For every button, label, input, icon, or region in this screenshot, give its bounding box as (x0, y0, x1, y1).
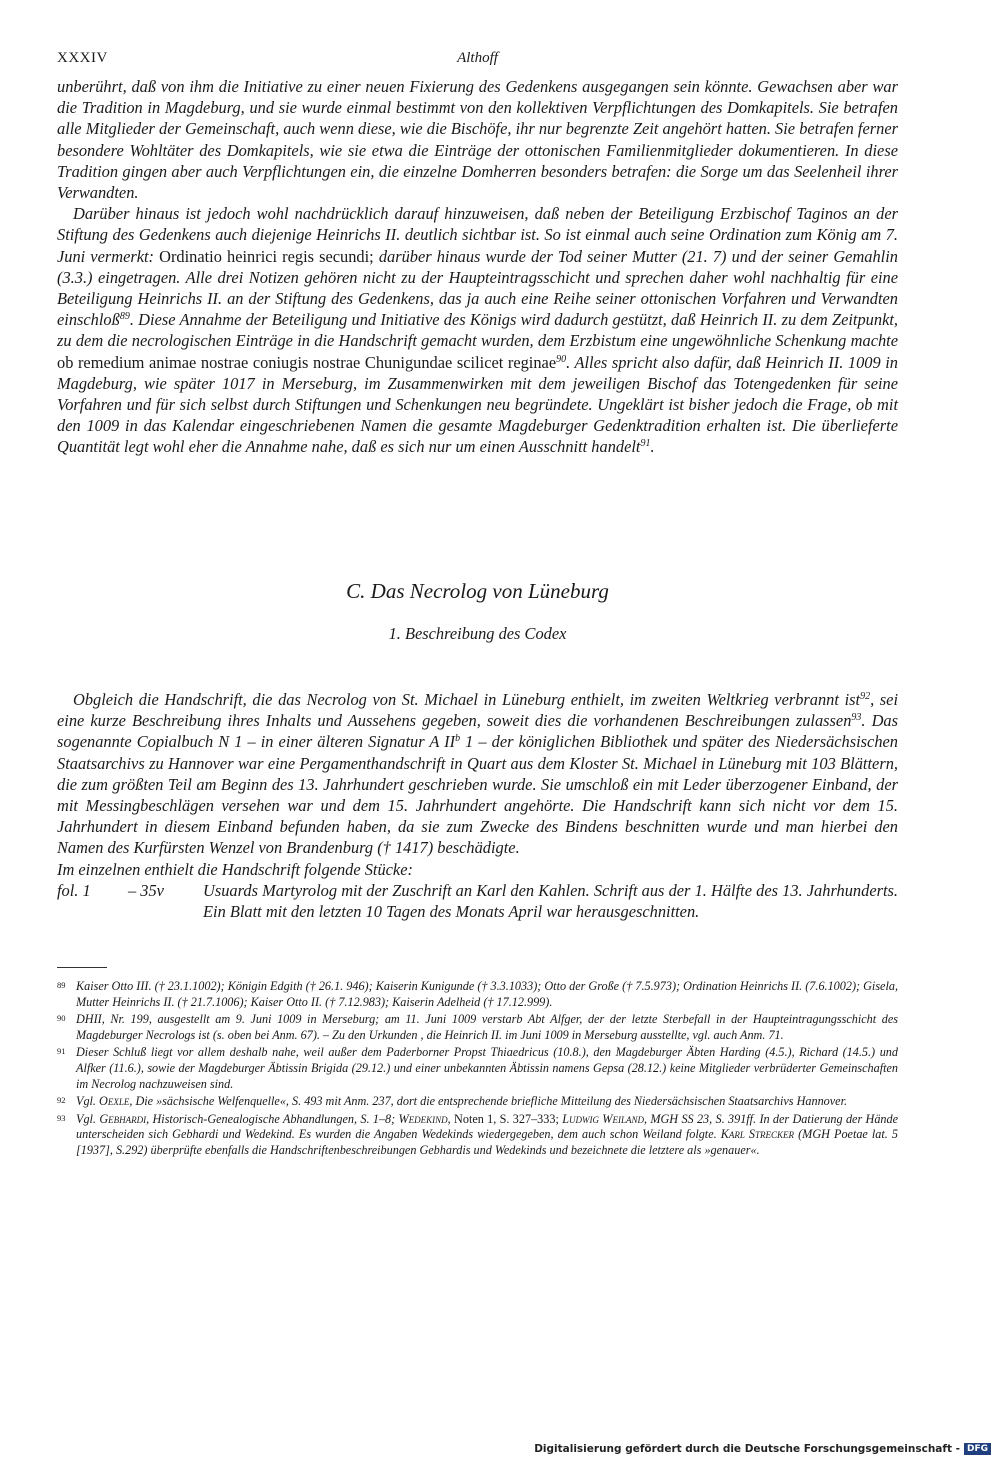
footnote-90 (57, 1012, 898, 1043)
text-run: . (650, 437, 655, 457)
latin-quote: Ordinatio heinrici regis secundi; (159, 246, 374, 266)
footnote-number: 92 (57, 1095, 66, 1106)
footnote-divider (57, 967, 107, 968)
footnote-number: 93 (57, 1112, 66, 1123)
footnote-text: Dieser Schluß liegt vor allem deshalb nahe, weil außer dem Paderborner Propst Thiaedricus (10.8.), den Magdeburger Äbten Harding (4.5.), Richard (14.5.) und Alfker (11.6.), sowie der Magdeburger Äbtissin Brigida (29.12.) und einer unbekannten Äbtissin namens Gepsa (28.12.) keine Mitglieder verbrüderter Gemeinschaften im Necrolog nachzuweisen sind. (76, 1045, 898, 1091)
latin-quote: ob remedium animae nostrae coniugis nostrae Chunigundae scilicet reginae (57, 352, 557, 372)
main-text (57, 76, 898, 458)
running-header (57, 50, 898, 70)
codex-description (57, 689, 898, 924)
footnote-ref[interactable]: 91 (640, 438, 651, 450)
footnote-91 (57, 1045, 898, 1092)
footnote-text: Vgl. (76, 1111, 96, 1126)
text-run: darüber hinaus wurde der Tod seiner Mutter (21. 7) und der seiner Gemahlin (3.3.) eingetragen. Alle drei Notizen gehören nicht zu der Haupteintragsschicht und sprechen daher wohl nachhaltig für eine Beteiligung Heinrichs II. an der Stiftung des Gedenkens, das ja auch eine Reihe seiner ottonischen Vorfahren und Verwandten einschloß (57, 246, 898, 330)
author-name: Ludwig Weiland (562, 1111, 644, 1126)
footnote-text: Kaiser Otto III. († 23.1.1002); Königin Edgith († 26.1. 946); Kaiserin Kunigunde († 3.3.1033); Otto der Große († 7.5.973); Ordination Heinrichs II. (7.6.1002); Gisela, Mutter Heinrichs II. († 21.7.1006); Kaiser Otto II. († 7.12.983); Kaiserin Adelheid († 17.12.999). (76, 979, 898, 1009)
running-title: Althoff (457, 50, 498, 66)
footnote-text: DHII, Nr. 199, ausgestellt am 9. Juni 1009 in Merseburg; am 11. Juni 1009 verstarb Abt Alfger, der der letzte Sterbefall in der Haupteintragungsschicht des Magdeburger Necrologs ist (s. oben bei Anm. 67). – Zu den Urkunden , die Heinrich II. im Juni 1009 in Merseburg ausstellte, vgl. auch Anm. 71. (76, 1012, 898, 1042)
footnote-number: 91 (57, 1046, 66, 1057)
text-run: Obgleich die Handschrift, die das Necrolog von St. Michael in Lüneburg enthielt, im zweiten Weltkrieg verbrannt ist (73, 690, 861, 709)
author-name: Oexle (99, 1094, 130, 1109)
footnote-text: , Noten 1, S. 327–333; (447, 1111, 559, 1126)
footnote-text: Vgl. (76, 1094, 96, 1109)
footnote-text: (MGH Poetae lat. 5 [1937], S.292) überprüfte ebenfalls die Handschriftenbeschreibungen Gebhardis und Wedekinds und bezeichnete die letztere als »genauer«. (76, 1127, 898, 1157)
footnotes (57, 979, 898, 1161)
text-run: . Das sogenannte Copialbuch N 1 – in einer älteren Signatur A II (57, 711, 898, 752)
text-run: . Diese Annahme der Beteiligung und Initiative des Königs wird dadurch gestützt, daß Heinrich II. zu dem Zeitpunkt, zu dem die necrologischen Einträge in die Handschrift gemacht wurden, dem Erzbistum eine ungewöhnliche Schenkung machte (57, 310, 898, 351)
footnote-ref[interactable]: 92 (860, 691, 871, 702)
footnote-number: 89 (57, 980, 66, 990)
text-run: , sei eine kurze Beschreibung ihres Inhalts und Aussehens gegeben, soweit dies die vorhandenen Beschreibungen zulassen (57, 690, 898, 731)
footer-text: Digitalisierung gefördert durch die Deutsche Forschungsgemeinschaft - (534, 1443, 960, 1455)
superscript-letter: b (455, 733, 461, 745)
folio-description: Usuards Martyrolog mit der Zuschrift an Karl den Kahlen. Schrift aus der 1. Hälfte des 13. Jahrhunderts. Ein Blatt mit den letzten 10 Tagen des Monats April war herausgeschnitten. (203, 880, 898, 922)
page-number: XXXIV (57, 50, 108, 66)
text-run: 1 – der königlichen Bibliothek und später des Niedersächsischen Staatsarchivs zu Hannover war eine Pergamenthandschrift in Quart aus dem Kloster St. Michael in Lüneburg mit 103 Blättern, die zum größten Teil am Beginn des 13. Jahrhundert geschrieben wurde. Sie umschloß ein mit Leder überzogener Einband, der mit Messingbeschlägen versehen war und dem 15. Jahrhundert angehörte. Die Handschrift kann sich nicht vor dem 15. Jahrhundert in diesem Einband befunden haben, da sie zum Zwecke des Bindens beschnitten wurde und man hierbei den Namen des Kurfürsten Wenzel von Brandenburg († 1417) beschädigte. (57, 732, 898, 858)
footnote-93 (57, 1112, 898, 1159)
paragraph: unberührt, daß von ihm die Initiative zu einer neuen Fixierung des Gedenkens ausgegangen sein könnte. Gewachsen aber war die Tradition in Magdeburg, und sie wurde einmal bestimmt von den kollektiven Verpflichtungen des Domkapitels. Sie betrafen alle Mitglieder der Gemeinschaft, auch wenn diese, wie die Bischöfe, ihr nur begrenzte Zeit angehört hatten. Sie betrafen ferner besondere Wohltäter des Domkapitels, wie sie etwa die Einträge der ottonischen Familienmitglieder dokumentieren. In diese Tradition gingen aber auch Verpflichtungen ein, die einzelne Domherren besonders betrafen: die Sorge um das Seelenheil ihrer Verwandten. (57, 77, 898, 203)
author-name: Wedekind (398, 1111, 448, 1126)
author-name: Gebhardi (99, 1111, 147, 1126)
section-heading: C. Das Necrolog von Lüneburg (346, 579, 609, 603)
footnote-text: , MGH SS 23, S. 391ff. In der Datierung der Hände unterscheiden sich Gebhardi und Wedekind. Es wurden die Angaben Wedekinds wiedergegeben, dem auch schon Weiland folgte. (76, 1111, 899, 1142)
paragraph (57, 203, 898, 457)
digitization-footer (534, 1440, 991, 1458)
footnote-89 (57, 979, 898, 1010)
dfg-logo: DFG (964, 1443, 991, 1455)
footnote-text: , Historisch-Genealogische Abhandlungen, S. 1–8; (146, 1111, 396, 1126)
folio-entry (57, 880, 898, 924)
footnote-92 (57, 1094, 898, 1110)
footnote-ref[interactable]: 93 (851, 712, 862, 724)
footnote-ref[interactable]: 90 (556, 353, 567, 365)
paragraph (57, 689, 898, 859)
author-name: Karl Strecker (720, 1127, 795, 1142)
folio-start: fol. 1 (57, 880, 91, 900)
footnote-ref[interactable]: 89 (119, 311, 130, 323)
footnote-text: , Die »sächsische Welfenquelle«, S. 493 mit Anm. 237, dort die entsprechende briefliche Mitteilung des Niedersächsischen Staatsarchivs Hannover. (129, 1094, 848, 1109)
text-run: Darüber hinaus ist jedoch wohl nachdrücklich darauf hinzuweisen, daß neben der Beteiligung Erzbischof Taginos an der Stiftung des Gedenkens auch diejenige Heinrichs II. deutlich sichtbar ist. So ist einmal auch seine Ordination zum König am 7. Juni vermerkt: (57, 204, 898, 266)
folio-range: – 35v (128, 880, 164, 900)
text-run: . Alles spricht also dafür, daß Heinrich II. 1009 in Magdeburg, wie später 1017 in Merseburg, im Zusammenwirken mit dem jeweiligen Bischof das Totengedenken für seine Vorfahren und für sich selbst durch Stiftungen und Schenkungen neu begründete. Ungeklärt ist bisher jedoch die Frage, ob mit den 1009 in das Kalendar eingeschriebenen Namen die gesamte Magdeburger Gedenktradition erhalten ist. Die überlieferte Quantität legt wohl eher die Annahme nahe, daß es sich nur um einen Ausschnitt handelt (57, 352, 899, 457)
subsection-heading: 1. Beschreibung des Codex (388, 624, 567, 643)
paragraph: Im einzelnen enthielt die Handschrift folgende Stücke: (57, 859, 413, 879)
footnote-number: 90 (57, 1013, 66, 1024)
